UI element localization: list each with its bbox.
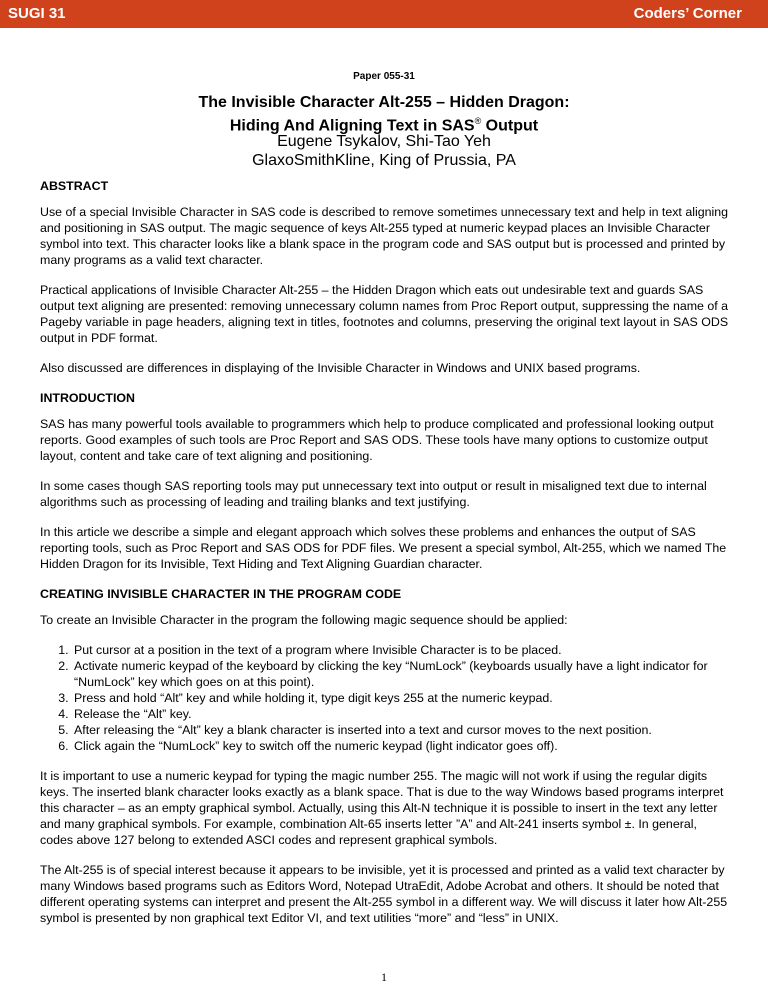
step-item: 4. Release the “Alt” key. [72,706,730,722]
conference-label: SUGI 31 [8,5,66,22]
authors: Eugene Tsykalov, Shi-Tao Yeh [277,133,491,150]
abstract-paragraph: Practical applications of Invisible Character Alt-255 – the Hidden Dragon which eats out undesirable text and guards SAS output text aligning are presented: removing unnecessary column names from Proc Report output, suppressing the name of a Pageby variable in page headers, aligning text in titles, footnotes and columns, preserving the original text layout in SAS ODS output in PDF format. [40,283,729,345]
introduction-paragraph: In some cases though SAS reporting tools may put unnecessary text into output or result in misaligned text due to internal algorithms such as processing of leading and trailing blanks and text justifying. [40,479,707,509]
page-number: 1 [381,970,387,984]
steps-list [40,642,730,754]
abstract-heading: ABSTRACT [40,179,109,193]
title-line-1: The Invisible Character Alt-255 – Hidden Dragon: [198,94,570,111]
introduction-paragraph: SAS has many powerful tools available to programmers which help to produce complicated and professional looking output reports. Good examples of such tools are Proc Report and SAS ODS. These tools have many options to customize output layout, content and take care of text aligning and positioning. [40,417,714,463]
step-item: 6. Click again the “NumLock” key to switch off the numeric keypad (light indicator goes off). [72,738,730,754]
creating-paragraph: The Alt-255 is of special interest because it appears to be invisible, yet it is processed and printed as a valid text character by many Windows based programs such as Editors Word, Notepad UtraEdit, Adobe Acrobat and others. It should be noted that different operating systems can interpret and present the Alt-255 symbol in a different way. We will discuss it later how Alt-255 symbol is presented by non graphical text Editor VI, and text utilities “more” and “less” in UNIX. [40,863,728,925]
creating-intro: To create an Invisible Character in the program the following magic sequence should be applied: [40,613,568,627]
creating-heading: CREATING INVISIBLE CHARACTER IN THE PROGRAM CODE [40,587,402,601]
abstract-paragraph: Also discussed are differences in displaying of the Invisible Character in Windows and UNIX based programs. [40,361,641,375]
step-item: 2. Activate numeric keypad of the keyboard by clicking the key “NumLock” (keyboards usually have a light indicator for “NumLock” key which goes on at this point). [72,658,730,690]
creating-paragraph: It is important to use a numeric keypad for typing the magic number 255. The magic will not work if using the regular digits keys. The inserted blank character looks exactly as a blank space. That is due to the way Windows based programs interpret this character – as an empty graphical symbol. Actually, using this Alt-N technique it is possible to insert in the text any letter and many graphical symbols. For example, combination Alt-65 inserts letter ”A” and Alt-241 inserts symbol ±. In general, codes above 127 belong to extended ASCI codes and represent graphical symbols. [40,769,724,847]
title-line-2-main: Hiding And Aligning Text in SAS [229,117,475,135]
paper-number: Paper 055-31 [353,71,415,82]
paper-body [40,178,730,940]
author-block [0,132,768,170]
paper-title [0,93,768,135]
registered-mark: ® [474,116,482,126]
title-line-2-end: Output [481,117,539,135]
header-banner [0,0,768,28]
abstract-paragraph: Use of a special Invisible Character in SAS code is described to remove sometimes unnecessary text and help in text aligning and positioning in SAS output. The magic sequence of keys Alt-255 typed at numeric keypad places an Invisible Character symbol into text. This character looks like a blank space in the program code and SAS output but is processed and printed by many programs as a valid text character. [40,205,729,267]
step-item: 5. After releasing the “Alt” key a blank character is inserted into a text and cursor moves to the next position. [72,722,730,738]
introduction-heading: INTRODUCTION [40,391,135,405]
section-label: Coders’ Corner [633,5,742,22]
step-item: 3. Press and hold “Alt” key and while holding it, type digit keys 255 at the numeric keypad. [72,690,730,706]
introduction-paragraph: In this article we describe a simple and elegant approach which solves these problems and enhances the output of SAS reporting tools, such as Proc Report and SAS ODS for PDF files. We present a special symbol, Alt-255, which we named The Hidden Dragon for its Invisible, Text Hiding and Text Aligning Guardian character. [40,525,727,571]
affiliation: GlaxoSmithKline, King of Prussia, PA [252,152,516,169]
step-item: 1. Put cursor at a position in the text of a program where Invisible Character is to be placed. [72,642,730,658]
